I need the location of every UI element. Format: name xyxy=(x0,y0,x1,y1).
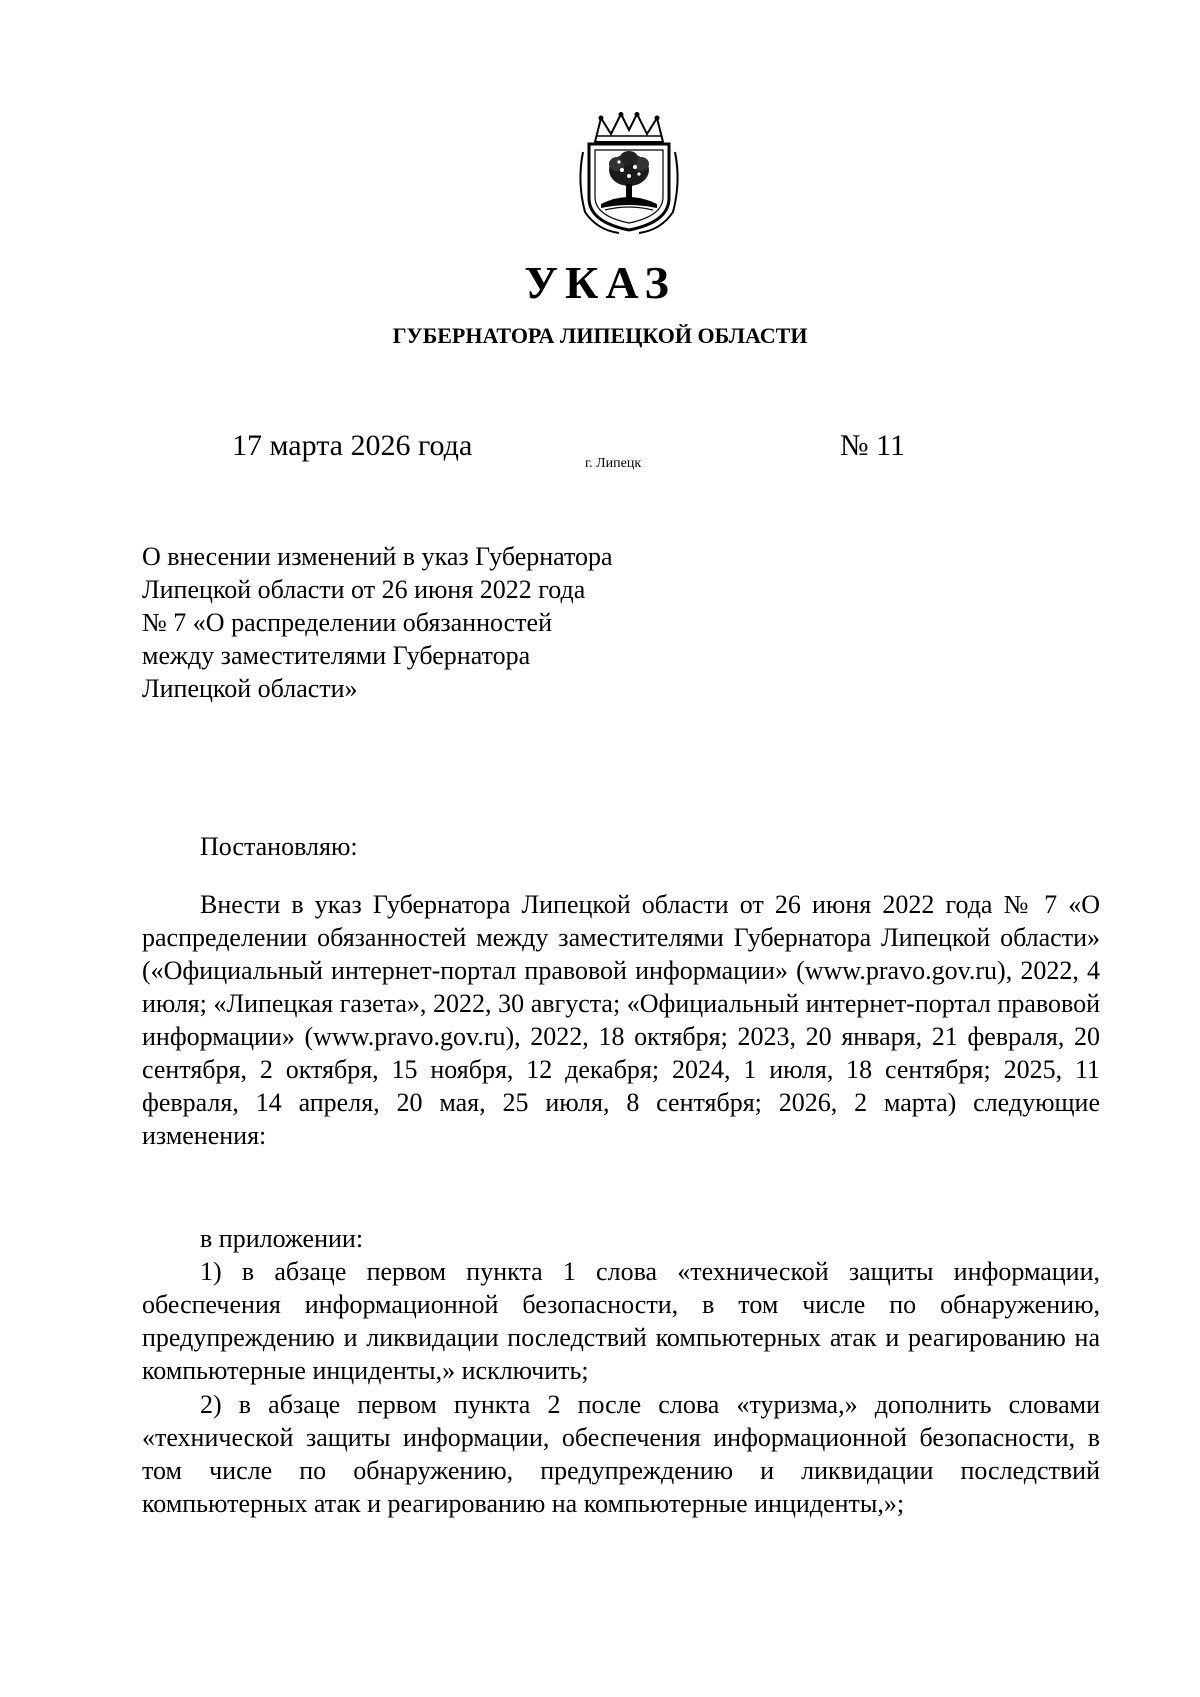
lipetsk-coat-of-arms-icon xyxy=(575,112,683,234)
heading-line: О внесении изменений в указ Губернатора xyxy=(142,542,613,571)
amendment-item-1: 1) в абзаце первом пункта 1 слова «технической защиты информации, обеспечения информационной безопасности, в том числе по обнаружению, предупреждению и ликвидации последствий компьютерных атак и реагированию на компьютерные инциденты,» исключить; xyxy=(142,1257,1100,1385)
decree-number: № 11 xyxy=(840,429,906,462)
decree-city: г. Липецк xyxy=(585,456,642,471)
amendment-item-2: 2) в абзаце первом пункта 2 после слова «туризма,» дополнить словами «технической защиты информации, обеспечения информационной безопасности, в том числе по обнаружению, предупреждению и ликвидации последствий компьютерных атак и реагированию на компьютерные инциденты,»; xyxy=(142,1390,1100,1518)
resolution-lead: Постановляю: xyxy=(200,832,358,861)
appendix-label: в приложении: xyxy=(200,1224,364,1253)
intro-paragraph: Внести в указ Губернатора Липецкой области от 26 июня 2022 года № 7 «О распределении обязанностей между заместителями Губернатора Липецкой области» («Официальный интернет-портал правовой информации» (www.pravo.gov.ru), 2022, 4 июля; «Липецкая газета», 2022, 30 августа; «Официальный интернет-портал правовой информации» (www.pravo.gov.ru), 2022, 18 октября; 2023, 20 января, 21 февраля, 20 сентября, 2 октября, 15 ноября, 12 декабря; 2024, 1 июля, 18 сентября; 2025, 11 февраля, 14 апреля, 20 мая, 25 июля, 8 сентября; 2026, 2 марта) следующие изменения: xyxy=(142,890,1100,1150)
heading-line: между заместителями Губернатора xyxy=(142,641,531,670)
heading-line: № 7 «О распределении обязанностей xyxy=(142,608,552,637)
heading-line: Липецкой области от 26 июня 2022 года xyxy=(142,575,586,604)
document-title: УКАЗ xyxy=(524,257,676,308)
heading-line: Липецкой области» xyxy=(142,674,358,703)
document-subtitle: ГУБЕРНАТОРА ЛИПЕЦКОЙ ОБЛАСТИ xyxy=(392,323,808,348)
decree-heading xyxy=(142,540,702,705)
decree-date: 17 марта 2026 года xyxy=(232,429,473,462)
